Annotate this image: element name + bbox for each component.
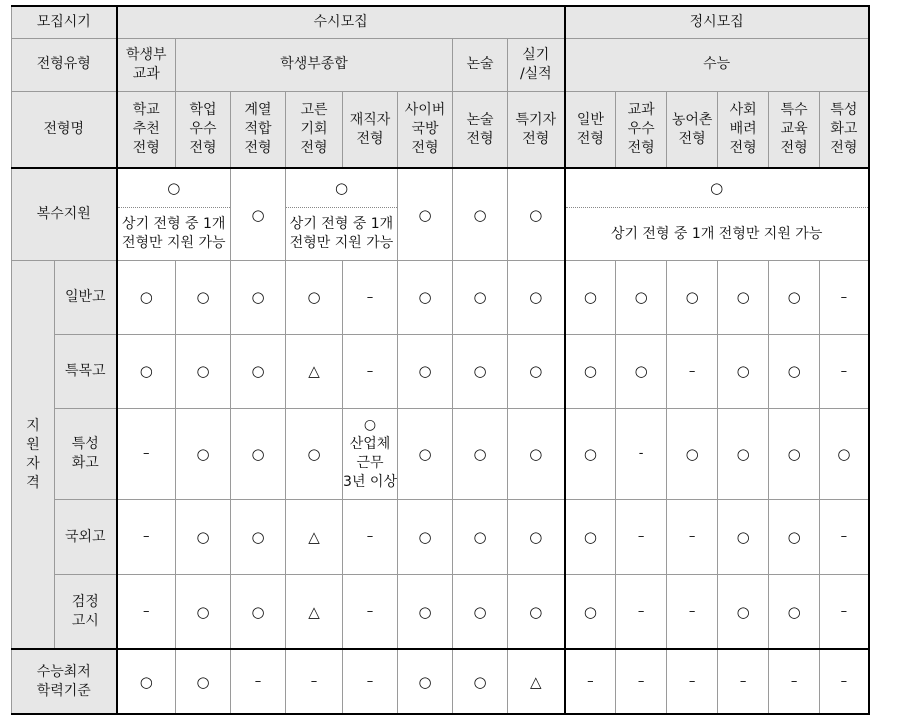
eligibility-cell: ○ — [565, 409, 616, 500]
program-name: 일반 전형 — [565, 92, 616, 169]
eligibility-cell: ○ — [565, 499, 616, 575]
eligibility-cell: ○ — [565, 575, 616, 650]
eligibility-cell: – — [343, 575, 398, 650]
type-nonsul: 논술 — [453, 38, 508, 91]
eligibility-cell: ○ — [176, 575, 231, 650]
min-standard-cell: – — [667, 649, 718, 714]
eligibility-cell: – — [820, 261, 869, 335]
school-type-label: 국외고 — [55, 499, 117, 575]
program-name: 특성 화고 전형 — [820, 92, 869, 169]
eligibility-cell: – — [616, 499, 667, 575]
eligibility-cell: ○ — [565, 334, 616, 409]
eligibility-cell: – — [820, 575, 869, 650]
multi-mark: ○ — [508, 168, 565, 261]
eligibility-cell: ○ — [718, 575, 769, 650]
eligibility-cell: ○ — [820, 409, 869, 500]
multi-note: 상기 전형 중 1개 전형만 지원 가능 — [121, 216, 226, 252]
type-label: 전형유형 — [12, 38, 117, 91]
multi-split-cell — [286, 168, 398, 261]
eligibility-cell: ○ — [117, 261, 176, 335]
multi-mark: ○ — [566, 169, 868, 208]
eligibility-cell: ○ — [398, 409, 453, 500]
eligibility-cell: ○ — [508, 334, 565, 409]
eligibility-cell: ○ — [616, 334, 667, 409]
eligibility-cell: – — [616, 575, 667, 650]
eligibility-cell: ○ — [176, 499, 231, 575]
min-standard-cell: – — [565, 649, 616, 714]
eligibility-cell: – — [117, 499, 176, 575]
program-name: 교과 우수 전형 — [616, 92, 667, 169]
eligibility-cell: ○ — [667, 409, 718, 500]
eligibility-cell: △ — [286, 334, 343, 409]
multi-mark: ○ — [453, 168, 508, 261]
eligibility-cell: ○ — [718, 499, 769, 575]
eligibility-cell: ○ — [508, 409, 565, 500]
min-standard-cell: – — [769, 649, 820, 714]
eligibility-cell: ○ — [231, 334, 286, 409]
eligibility-cell: – — [343, 499, 398, 575]
eligibility-cell: – — [117, 409, 176, 500]
eligibility-cell: – — [667, 499, 718, 575]
multi-split-cell — [565, 168, 869, 261]
multi-mark: ○ — [286, 169, 397, 208]
eligibility-cell: ○ — [616, 261, 667, 335]
min-standard-cell: – — [718, 649, 769, 714]
eligibility-cell: ○ — [398, 334, 453, 409]
eligibility-cell: ○ — [453, 261, 508, 335]
school-type-label: 검정 고시 — [55, 575, 117, 650]
program-name: 학업 우수 전형 — [176, 92, 231, 169]
program-name: 사이버 국방 전형 — [398, 92, 453, 169]
multi-note: 상기 전형 중 1개 전형만 지원 가능 — [610, 225, 823, 242]
eligibility-cell: - — [616, 409, 667, 500]
school-type-label: 특목고 — [55, 334, 117, 409]
eligibility-cell: ○ — [176, 334, 231, 409]
eligibility-cell: ○ — [231, 575, 286, 650]
eligibility-cell: ○ — [667, 261, 718, 335]
period-label: 모집시기 — [12, 6, 117, 38]
eligibility-cell: △ — [286, 575, 343, 650]
eligibility-cell: ○ — [453, 334, 508, 409]
min-standard-cell: – — [231, 649, 286, 714]
eligibility-cell: ○ — [508, 575, 565, 650]
eligibility-cell: ○ — [769, 334, 820, 409]
multi-split-cell — [117, 168, 231, 261]
program-name: 사회 배려 전형 — [718, 92, 769, 169]
eligibility-cell: ○ — [176, 261, 231, 335]
eligibility-cell: ○ — [398, 499, 453, 575]
eligibility-cell: – — [820, 499, 869, 575]
name-label: 전형명 — [12, 92, 117, 169]
eligibility-cell: ○ — [508, 261, 565, 335]
program-name: 재직자 전형 — [343, 92, 398, 169]
eligibility-cell: ○ — [453, 575, 508, 650]
eligibility-cell: ○ 산업체 근무 3년 이상 — [343, 409, 398, 500]
eligibility-cell: ○ — [286, 261, 343, 335]
min-standard-cell: – — [820, 649, 869, 714]
susi-header: 수시모집 — [117, 6, 565, 38]
school-type-label: 일반고 — [55, 261, 117, 335]
eligibility-cell: ○ — [718, 334, 769, 409]
eligibility-cell: ○ — [398, 261, 453, 335]
eligibility-cell: ○ — [718, 409, 769, 500]
eligibility-cell: ○ — [117, 334, 176, 409]
min-standard-cell: ○ — [398, 649, 453, 714]
eligibility-cell: ○ — [231, 409, 286, 500]
program-name: 특수 교육 전형 — [769, 92, 820, 169]
eligibility-cell: – — [343, 261, 398, 335]
eligibility-cell: ○ — [453, 409, 508, 500]
eligibility-cell: – — [820, 334, 869, 409]
program-name: 농어촌 전형 — [667, 92, 718, 169]
type-suneung: 수능 — [565, 38, 869, 91]
type-silgi: 실기 /실적 — [508, 38, 565, 91]
multi-note: 상기 전형 중 1개 전형만 지원 가능 — [289, 216, 394, 252]
type-jonghap: 학생부종합 — [176, 38, 453, 91]
min-label: 수능최저 학력기준 — [12, 649, 117, 714]
eligibility-cell: ○ — [769, 499, 820, 575]
multi-mark: ○ — [398, 168, 453, 261]
school-type-label: 특성 화고 — [55, 409, 117, 500]
eligibility-cell: ○ — [286, 409, 343, 500]
eligibility-cell: ○ — [769, 409, 820, 500]
eligibility-cell: – — [667, 575, 718, 650]
eligibility-cell: ○ — [565, 261, 616, 335]
eligibility-cell: ○ — [398, 575, 453, 650]
multi-mark: ○ — [231, 168, 286, 261]
eligibility-cell: – — [667, 334, 718, 409]
eligibility-cell: ○ — [176, 409, 231, 500]
program-name: 특기자 전형 — [508, 92, 565, 169]
eligibility-cell: ○ — [718, 261, 769, 335]
eligibility-cell: – — [117, 575, 176, 650]
program-name: 학교 추천 전형 — [117, 92, 176, 169]
eligibility-cell: ○ — [769, 261, 820, 335]
min-standard-cell: ○ — [176, 649, 231, 714]
eligibility-cell: ○ — [231, 499, 286, 575]
program-name: 계열 적합 전형 — [231, 92, 286, 169]
min-standard-cell: ○ — [453, 649, 508, 714]
min-standard-cell: △ — [508, 649, 565, 714]
min-standard-cell: – — [286, 649, 343, 714]
program-name: 논술 전형 — [453, 92, 508, 169]
eligibility-cell: ○ — [769, 575, 820, 650]
type-gyogwa: 학생부 교과 — [117, 38, 176, 91]
eligibility-cell: ○ — [453, 499, 508, 575]
min-standard-cell: – — [343, 649, 398, 714]
eligibility-cell: △ — [286, 499, 343, 575]
admission-table — [11, 5, 870, 715]
program-name: 고른 기회 전형 — [286, 92, 343, 169]
eligibility-cell: ○ — [231, 261, 286, 335]
multi-mark: ○ — [118, 169, 231, 208]
jeongsi-header: 정시모집 — [565, 6, 869, 38]
eligibility-cell: – — [343, 334, 398, 409]
eligibility-cell: ○ — [508, 499, 565, 575]
qualification-label: 지 원 자 격 — [12, 261, 55, 650]
min-standard-cell: ○ — [117, 649, 176, 714]
multi-label: 복수지원 — [12, 168, 117, 261]
min-standard-cell: – — [616, 649, 667, 714]
